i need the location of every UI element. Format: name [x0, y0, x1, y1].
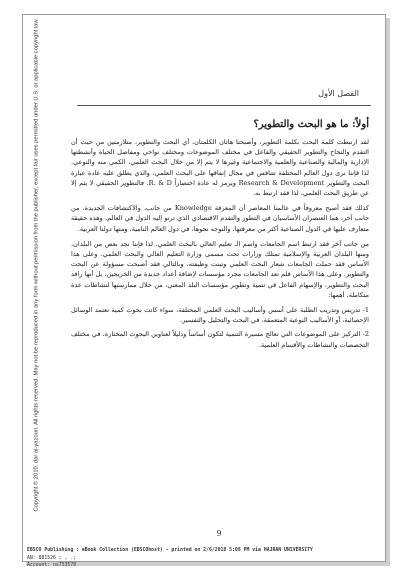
chapter-title: الفصل الأول [318, 89, 359, 98]
book-page [22, 14, 386, 562]
section-heading: أولاً: ما هو البحث والتطوير؟ [253, 119, 369, 130]
paragraph: لقد ارتبطت كلمة البحث بكلمة التطوير، وأصبحتا هاتان الكلمتان، أي البحث والتطوير، متلازمتين من حيث أن التقدم والنجاح والتطوير الحقيقي والفاعل في مختلف الموضوعات ومختلف نواحي ومفاصل الحياة وأنشطتها الإدارية والمالية والصناعية والعلمية والاجتماعية وغيرها لا يتم إلا من خلال البحث العلمي، الكمي منه والنوعي. لذا فإننا نرى دول العالم المختلفة تتنافس في مجال إنفاقها على البحث العلمي، والذي يطلق عليه عادة عبارة البحث والتطوير Research & Development ويرمز له عادة اختصاراً R. & D. فالتطوير الحقيقي لا يتم إلا عن طريق البحث العلمي، لذا فقد ارتبط به. [71, 138, 370, 198]
page-content [63, 15, 375, 562]
body-text [71, 137, 369, 354]
paragraph: من جانب آخر فقد ارتبط اسم الجامعات واسم الـ تعليم العالي بالبحث العلمي. لذا فإننا نجد بعض من البلدان، ومنها البلدان العربية والإسلامية تمتلك وزارات تحت مسمى وزارة التعليم العالي والبحث العلمي. وعلى هذا الأساس فقد حملت الجامعات شعار البحث العلمي وتبنت وظيفته، وبالتالي فقد أصبحت مسؤولة عن البحث والتطوير. وعلى هذا الأساس فلم تعد الجامعات مجرد مؤسسات لإضافة أعداد جديدة من الخريجين، بل أنها رافد البحث والتطوير، والإسهام الفاعل في تنمية وتطوير مؤسسات البلد المعني، من خلال ممارستها لنشاطات عدة متكاملة، أهمها: [71, 239, 369, 299]
ebsco-footer [27, 547, 313, 570]
list-item: 2- التركيز على الموضوعات التي تعالج مسيرة التنمية لتكون أساساً ودليلاً لعناوين البحوث المختارة، في مختلف التخصصات والنشاطات والأقسام العلمية. [71, 330, 369, 349]
paragraph: كذلك فقد أصبح معروفاً في عالمنا المعاصر أن المعرفة Knowledge من جانب، والاكتشافات الجديدة، من جانب آخر، هما العنصران الأساسيان في التطور والتقدم الاقتصادي الذي ترنو إليه الدول في العالم. وهذه حقيقة متعارف عليها في الدول الصناعية أكثر من معرفتها، والتوجه نحوها، في دول العالم النامية، ومنها دولنا العربية. [71, 204, 369, 233]
list-item: 1- تدريس وتدريب الطلبة على أسس وأساليب البحث العلمي المختلفة، سواء كانت بحوث كمية تعتمد الوسائل الإحصائية، أو الأساليب النوعية المتعمقة، في البحث والتحليل والتفسير. [71, 306, 369, 325]
footer-line: EBSCO Publishing : eBook Collection (EBSCOhost) - printed on 2/6/2018 5:08 PM via HAJRAN UNIVERSITY [27, 548, 313, 553]
copyright-notice: Copyright © 2010. dar al-yazouri. All rights reserved. May not be reproduced in any form without permission from the publisher, except fair uses permitted under U.S. or applicable copyright law. [33, 18, 40, 512]
footer-line: AN: 881526 ; , .; [27, 555, 77, 561]
footer-line: Account: ns753578 [27, 563, 77, 568]
page-number: 9 [216, 529, 222, 538]
header-divider [77, 105, 371, 106]
